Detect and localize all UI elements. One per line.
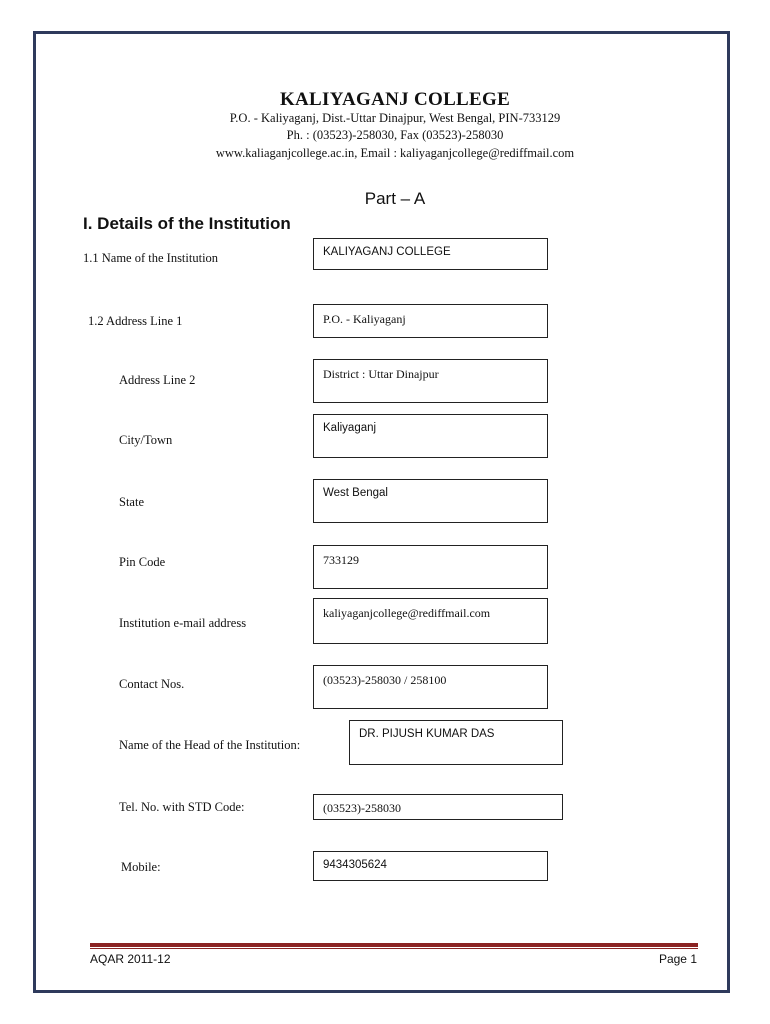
label-address-line-1: 1.2 Address Line 1	[88, 314, 183, 328]
label-tel-no: Tel. No. with STD Code:	[119, 800, 245, 814]
label-address-line-2: Address Line 2	[119, 373, 196, 387]
field-institution-name: KALIYAGANJ COLLEGE	[313, 238, 548, 270]
field-mobile: 9434305624	[313, 851, 548, 881]
footer-divider-thin	[90, 948, 698, 949]
label-state: State	[119, 495, 144, 509]
label-institution-email: Institution e-mail address	[119, 616, 247, 630]
section-title: I. Details of the Institution	[83, 214, 291, 233]
footer-divider	[90, 943, 698, 947]
field-city-town: Kaliyaganj	[313, 414, 548, 458]
field-institution-email: kaliyaganjcollege@rediffmail.com	[313, 598, 548, 644]
field-address-line-1: P.O. - Kaliyaganj	[313, 304, 548, 338]
college-web-email: www.kaliaganjcollege.ac.in, Email : kaliyaganjcollege@rediffmail.com	[215, 146, 575, 160]
label-contact-nos: Contact Nos.	[119, 677, 185, 691]
college-phone: Ph. : (03523)-258030, Fax (03523)-258030	[286, 128, 504, 142]
field-head-of-institution: DR. PIJUSH KUMAR DAS	[349, 720, 563, 765]
field-address-line-2: District : Uttar Dinajpur	[313, 359, 548, 403]
part-title: Part – A	[364, 189, 426, 208]
field-state: West Bengal	[313, 479, 548, 523]
label-head-of-institution: Name of the Head of the Institution:	[119, 738, 301, 752]
footer-doc-title: AQAR 2011-12	[90, 952, 171, 966]
college-name: KALIYAGANJ COLLEGE	[279, 89, 511, 110]
college-address: P.O. - Kaliyaganj, Dist.-Uttar Dinajpur, West Bengal, PIN-733129	[229, 111, 561, 125]
label-institution-name: 1.1 Name of the Institution	[83, 251, 219, 265]
field-pin-code: 733129	[313, 545, 548, 589]
label-pin-code: Pin Code	[119, 555, 166, 569]
footer-page-number: Page 1	[658, 952, 697, 966]
field-contact-nos: (03523)-258030 / 258100	[313, 665, 548, 709]
label-mobile: Mobile:	[121, 860, 161, 874]
label-city-town: City/Town	[119, 433, 173, 447]
field-tel-no: (03523)-258030	[313, 794, 563, 820]
